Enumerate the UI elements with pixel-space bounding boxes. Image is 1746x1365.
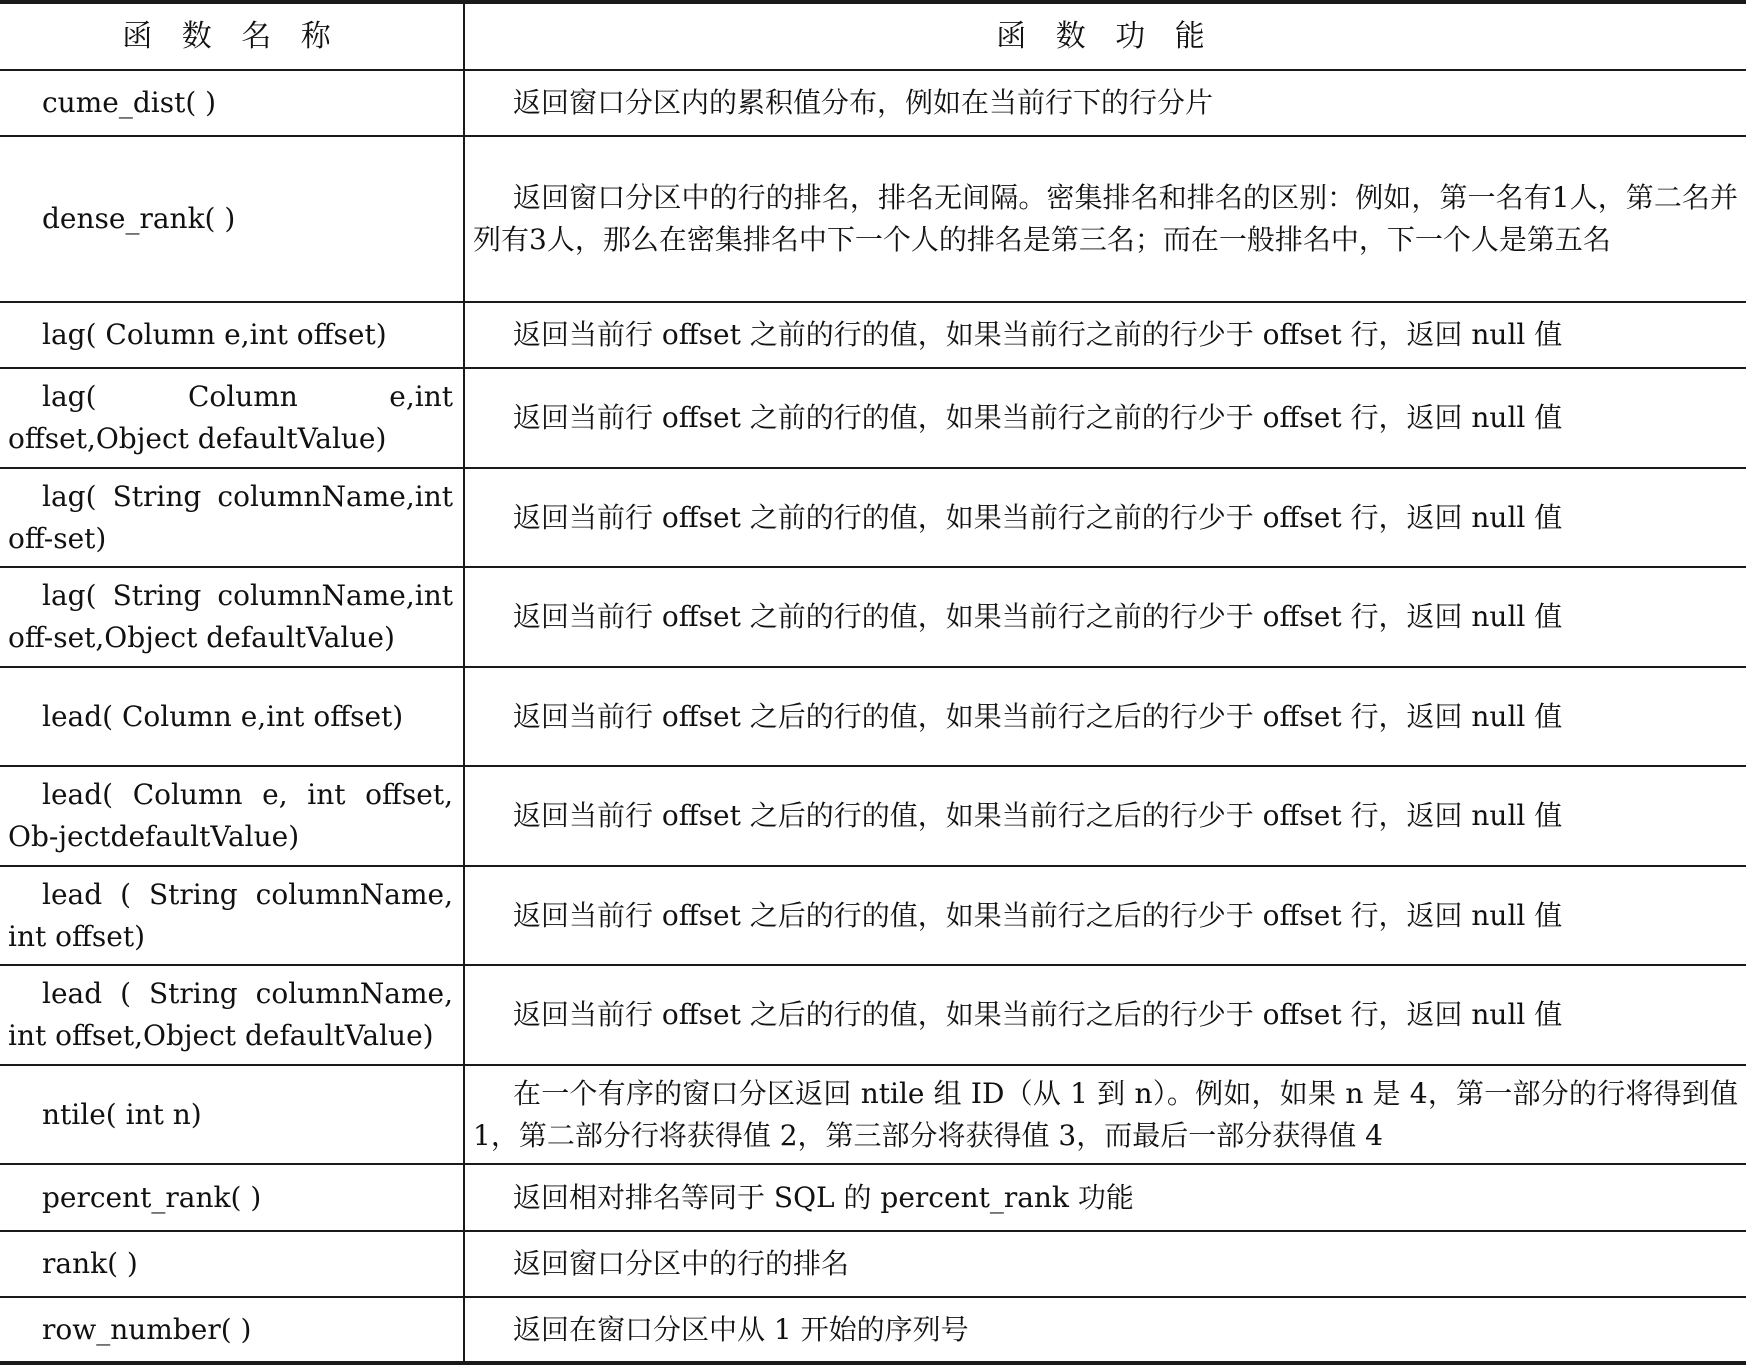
function-name-cell: lag( Column e,int offset)	[0, 302, 464, 368]
table-row	[0, 468, 1746, 567]
function-description-cell: 返回当前行 offset 之后的行的值，如果当前行之后的行少于 offset 行，返回 null 值	[464, 766, 1746, 866]
function-name-cell: lead( Column e, int offset, Ob-jectdefaultValue)	[0, 766, 464, 866]
function-description-cell: 返回窗口分区内的累积值分布，例如在当前行下的行分片	[464, 70, 1746, 136]
function-description-cell: 返回当前行 offset 之前的行的值，如果当前行之前的行少于 offset 行，返回 null 值	[464, 567, 1746, 667]
function-description-cell: 返回当前行 offset 之后的行的值，如果当前行之后的行少于 offset 行，返回 null 值	[464, 667, 1746, 766]
function-name-cell: rank( )	[0, 1231, 464, 1297]
function-name-cell: lag( Column e,int offset,Object defaultValue)	[0, 368, 464, 468]
function-description-cell: 在一个有序的窗口分区返回 ntile 组 ID（从 1 到 n）。例如，如果 n 是 4，第一部分的行将得到值 1，第二部分行将获得值 2，第三部分将获得值 3，而最后一部分获得值 4	[464, 1065, 1746, 1164]
function-description-cell: 返回相对排名等同于 SQL 的 percent_rank 功能	[464, 1164, 1746, 1231]
table-row	[0, 302, 1746, 368]
function-description-cell: 返回窗口分区中的行的排名，排名无间隔。密集排名和排名的区别：例如，第一名有1人，第二名并列有3人，那么在密集排名中下一个人的排名是第三名；而在一般排名中，下一个人是第五名	[464, 136, 1746, 302]
function-name-cell: lead ( String columnName, int offset,Object defaultValue)	[0, 965, 464, 1065]
table-row	[0, 368, 1746, 468]
table-row	[0, 70, 1746, 136]
function-name-cell: row_number( )	[0, 1297, 464, 1363]
table-row	[0, 667, 1746, 766]
function-description-cell: 返回在窗口分区中从 1 开始的序列号	[464, 1297, 1746, 1363]
function-name-cell: lag( String columnName,int off-set)	[0, 468, 464, 567]
function-description-cell: 返回当前行 offset 之后的行的值，如果当前行之后的行少于 offset 行，返回 null 值	[464, 965, 1746, 1065]
function-description-cell: 返回窗口分区中的行的排名	[464, 1231, 1746, 1297]
table-header-row	[0, 2, 1746, 70]
table-row	[0, 567, 1746, 667]
table-row	[0, 1065, 1746, 1164]
function-name-cell: cume_dist( )	[0, 70, 464, 136]
function-description-cell: 返回当前行 offset 之前的行的值，如果当前行之前的行少于 offset 行，返回 null 值	[464, 468, 1746, 567]
function-description-cell: 返回当前行 offset 之后的行的值，如果当前行之后的行少于 offset 行，返回 null 值	[464, 866, 1746, 965]
table-row	[0, 1164, 1746, 1231]
function-description-cell: 返回当前行 offset 之前的行的值，如果当前行之前的行少于 offset 行，返回 null 值	[464, 302, 1746, 368]
function-name-cell: dense_rank( )	[0, 136, 464, 302]
function-name-cell: percent_rank( )	[0, 1164, 464, 1231]
table-row	[0, 766, 1746, 866]
header-function-description: 函 数 功 能	[464, 2, 1746, 70]
function-description-cell: 返回当前行 offset 之前的行的值，如果当前行之前的行少于 offset 行，返回 null 值	[464, 368, 1746, 468]
table-row	[0, 136, 1746, 302]
table-row	[0, 1297, 1746, 1363]
function-name-cell: lead( Column e,int offset)	[0, 667, 464, 766]
table-row	[0, 1231, 1746, 1297]
header-function-name: 函 数 名 称	[0, 2, 464, 70]
function-name-cell: ntile( int n)	[0, 1065, 464, 1164]
table-row	[0, 965, 1746, 1065]
function-name-cell: lead ( String columnName, int offset)	[0, 866, 464, 965]
table-row	[0, 866, 1746, 965]
function-name-cell: lag( String columnName,int off-set,Object defaultValue)	[0, 567, 464, 667]
